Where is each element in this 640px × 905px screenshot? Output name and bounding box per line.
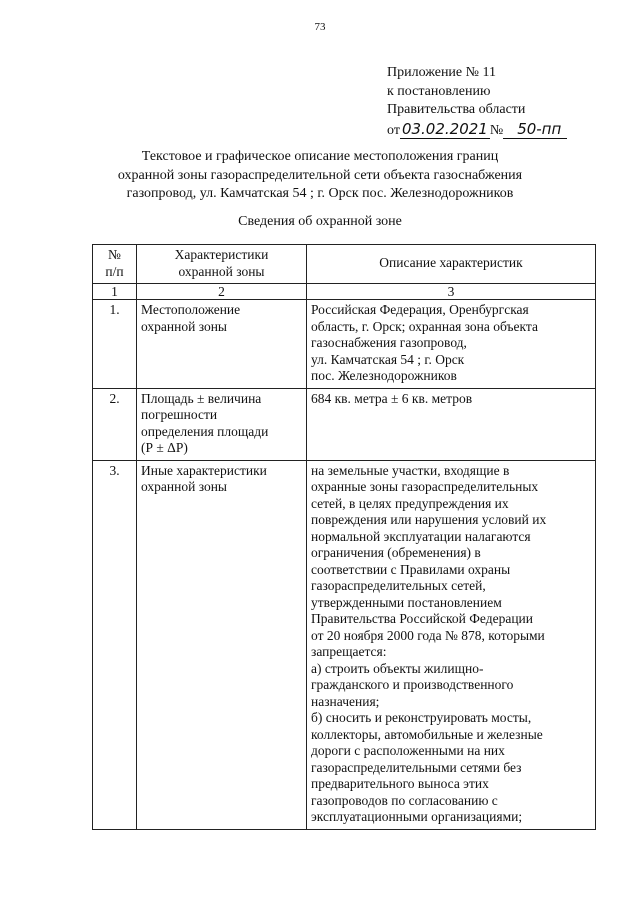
zone-info-table <box>92 244 596 830</box>
row-number: 3. <box>93 460 137 829</box>
row-characteristic: Площадь ± величина погрешности определения площади (Р ± ΔР) <box>137 388 307 460</box>
table-row <box>93 460 596 829</box>
appendix-date-line <box>387 120 567 141</box>
header-characteristic: Характеристики охранной зоны <box>137 245 307 284</box>
section-title: Сведения об охранной зоне <box>238 214 402 229</box>
page-number: 73 <box>314 21 326 33</box>
column-number-1: 1 <box>93 284 137 300</box>
date-prefix: от <box>387 122 400 138</box>
column-numbers-row <box>93 284 596 300</box>
row-description: на земельные участки, входящие в охранные зоны газораспределительных сетей, в целях предупреждения их повреждения или нарушения условий их нормальной эксплуатации налагаются ограничения (обременения) в соответствии с Правилами охраны газораспределительных сетей, утвержденными постановлением Правительства Российской Федерации от 20 ноября 2000 года № 878, которыми запрещается: а) строить объекты жилищно- гражданского и производственного назначения; б) сносить и реконструировать мосты, коллекторы, автомобильные и железные дороги с расположенными на них газораспределительными сетями без предварительного выноса этих газопроводов по согласованию с эксплуатационными организациями; <box>307 460 596 829</box>
row-description: 684 кв. метра ± 6 кв. метров <box>307 388 596 460</box>
row-characteristic: Иные характеристики охранной зоны <box>137 460 307 829</box>
appendix-line-2: к постановлению <box>387 83 491 99</box>
header-description: Описание характеристик <box>307 245 596 284</box>
column-number-3: 3 <box>307 284 596 300</box>
row-characteristic: Местоположение охранной зоны <box>137 300 307 389</box>
number-sign: № <box>489 122 504 138</box>
appendix-block <box>387 64 567 140</box>
appendix-line-1: Приложение № 11 <box>387 65 496 80</box>
row-number: 2. <box>93 388 137 460</box>
header-number: № п/п <box>93 245 137 284</box>
table-row <box>93 388 596 460</box>
handwritten-date: 03.02.2021 <box>401 119 488 138</box>
table-row <box>93 300 596 389</box>
row-number: 1. <box>93 300 137 389</box>
column-number-2: 2 <box>137 284 307 300</box>
appendix-line-3: Правительства области <box>387 102 526 117</box>
document-title: Текстовое и графическое описание местоположения границ охранной зоны газораспределительной сети объекта газоснабжения газопровод, ул. Камчатская 54 ; г. Орск пос. Железнодорожников <box>117 149 523 201</box>
handwritten-number: 50-пп <box>503 120 567 139</box>
row-description: Российская Федерация, Оренбургская область, г. Орск; охранная зона объекта газоснабжения газопровод, ул. Камчатская 54 ; г. Орск пос. Железнодорожников <box>307 300 596 389</box>
table-header-row <box>93 245 596 284</box>
